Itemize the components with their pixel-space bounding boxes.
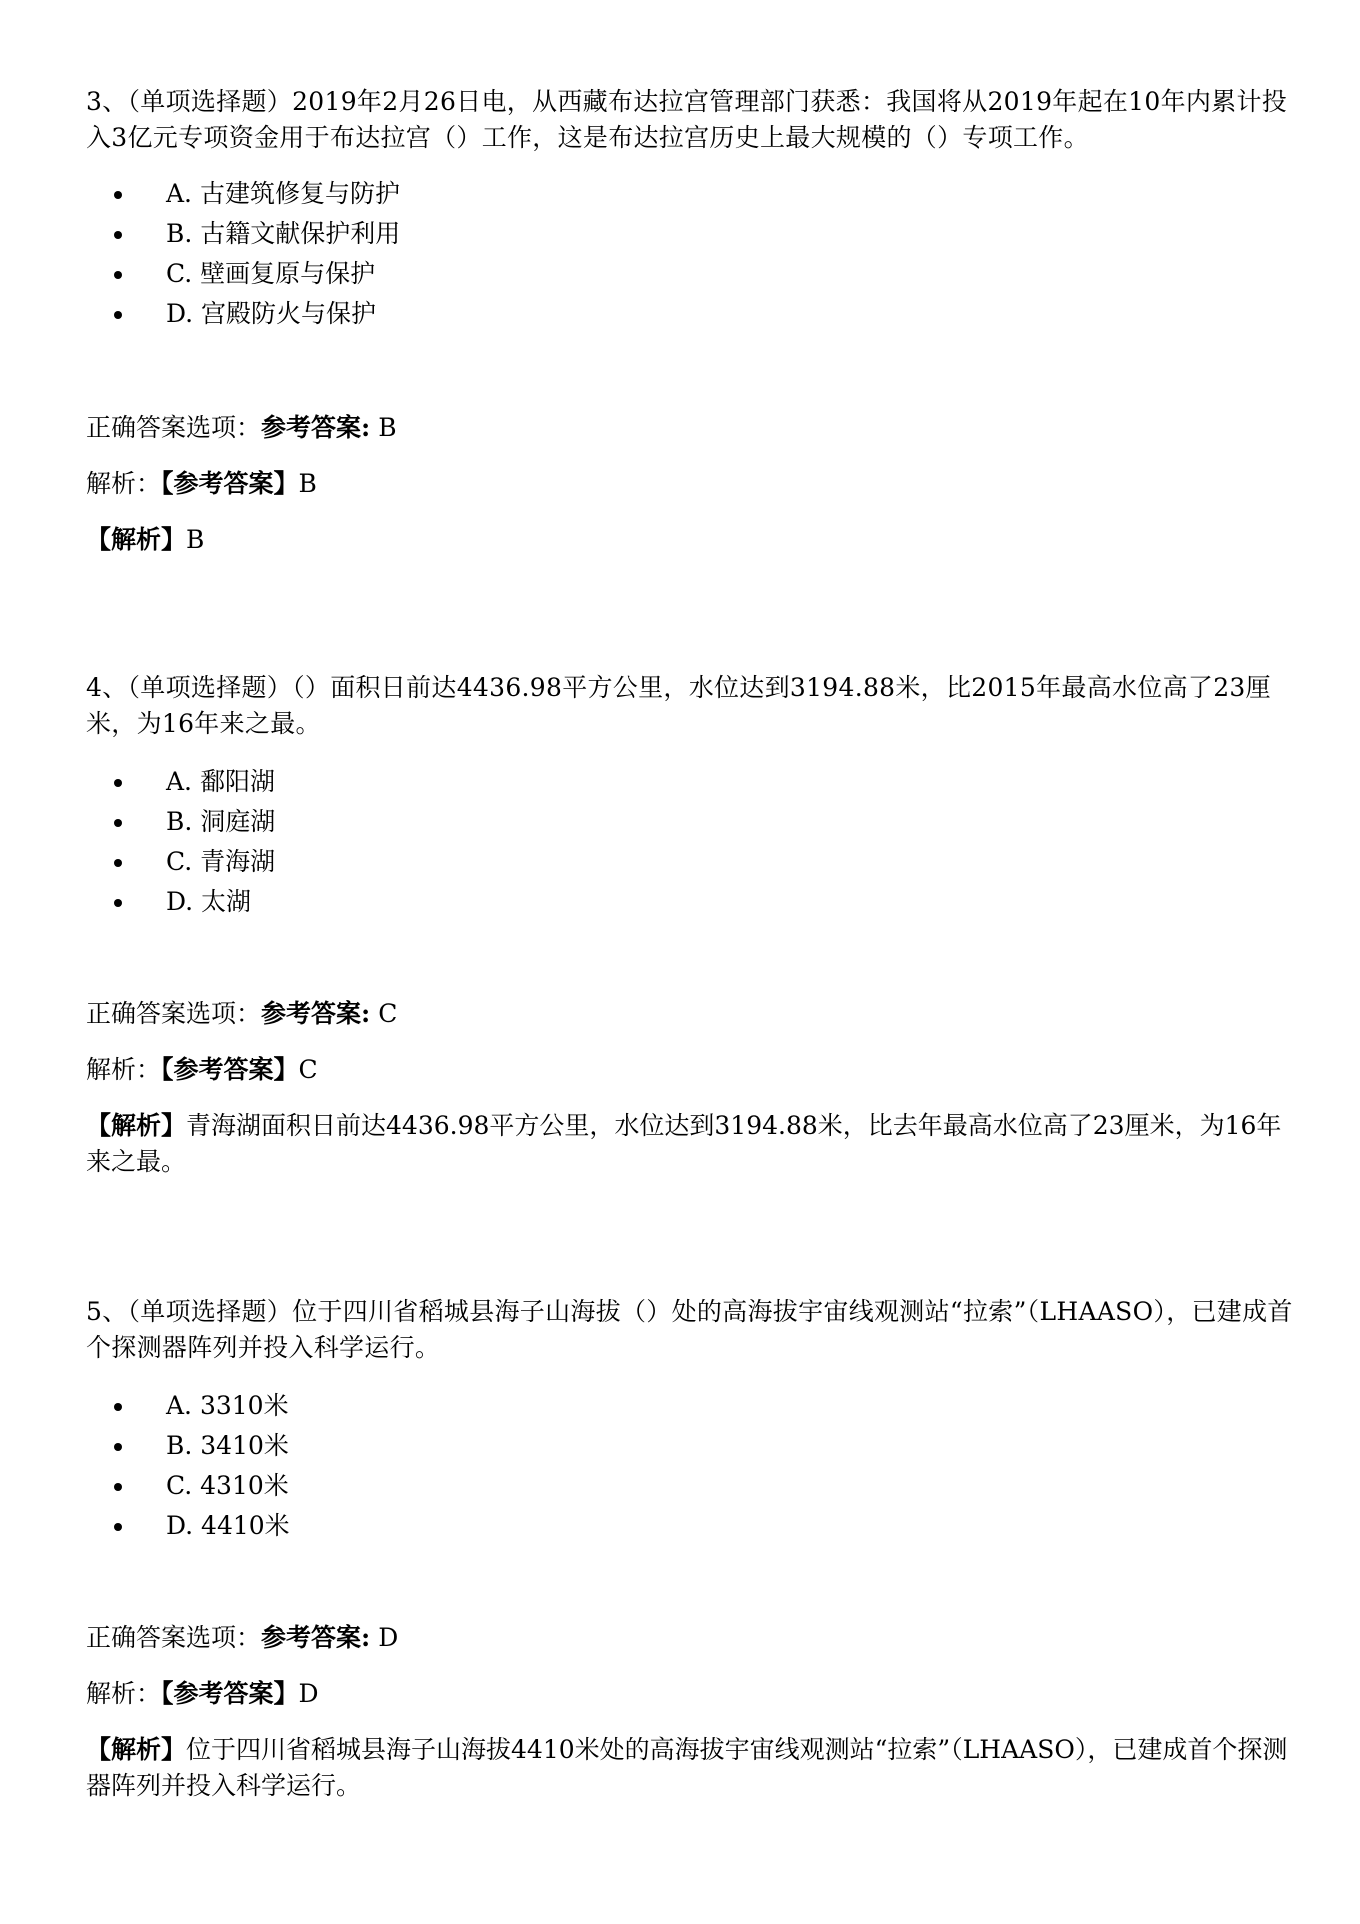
analysis-value: D (298, 1679, 319, 1708)
bullet-icon (114, 1443, 122, 1451)
analysis-prefix: 解析： (86, 1055, 162, 1084)
answer-value: D (370, 1623, 399, 1652)
bullet-icon (114, 859, 122, 867)
bullet-icon (114, 271, 122, 279)
explanation-label: 【解析】 (86, 1735, 187, 1764)
analysis-line (86, 1676, 1296, 1712)
answer-value: C (370, 999, 398, 1028)
bullet-icon (114, 779, 122, 787)
option-list (86, 762, 986, 922)
option-list (86, 1386, 986, 1546)
correct-answer-line (86, 410, 1296, 446)
option-a (86, 174, 986, 214)
bullet-icon (114, 1483, 122, 1491)
option-c (86, 1466, 986, 1506)
explanation-label: 【解析】 (86, 1111, 187, 1140)
option-b (86, 802, 986, 842)
bullet-icon (114, 191, 122, 199)
question-stem: 5、（单项选择题）位于四川省稻城县海子山海拔（）处的高海拔宇宙线观测站“拉索”（LHAASO），已建成首个探测器阵列并投入科学运行。 (86, 1297, 1293, 1362)
option-label: C. 壁画复原与保护 (166, 259, 376, 288)
explanation-line (86, 1108, 1296, 1180)
bullet-icon (114, 1403, 122, 1411)
analysis-line (86, 1052, 1296, 1088)
answer-prefix: 正确答案选项： (86, 413, 262, 442)
option-label: D. 太湖 (166, 887, 252, 916)
option-b (86, 1426, 986, 1466)
answer-label: 参考答案: (261, 999, 371, 1028)
explanation-label: 【解析】 (86, 525, 187, 554)
answer-label: 参考答案: (261, 413, 371, 442)
option-d (86, 1506, 986, 1546)
answer-prefix: 正确答案选项： (86, 999, 262, 1028)
option-c (86, 842, 986, 882)
analysis-label: 【参考答案】 (161, 1055, 299, 1084)
explanation-line (86, 522, 1296, 558)
analysis-prefix: 解析： (86, 469, 162, 498)
explanation-text: 青海湖面积日前达4436.98平方公里，水位达到3194.88米，比去年最高水位高了23厘米，为16年来之最。 (86, 1111, 1282, 1176)
question-stem: 4、（单项选择题）（）面积日前达4436.98平方公里，水位达到3194.88米，比2015年最高水位高了23厘米，为16年来之最。 (86, 673, 1271, 738)
answer-value: B (370, 413, 397, 442)
question-4 (86, 670, 1296, 1176)
bullet-icon (114, 1523, 122, 1531)
bullet-icon (114, 231, 122, 239)
option-d (86, 294, 986, 334)
option-label: A. 古建筑修复与防护 (166, 179, 400, 208)
bullet-icon (114, 819, 122, 827)
correct-answer-line (86, 996, 1296, 1032)
option-b (86, 214, 986, 254)
option-label: A. 3310米 (166, 1391, 289, 1420)
explanation-text: B (186, 525, 205, 554)
option-label: B. 古籍文献保护利用 (166, 219, 401, 248)
option-label: A. 鄱阳湖 (166, 767, 275, 796)
question-3 (86, 84, 1296, 554)
option-label: C. 青海湖 (166, 847, 276, 876)
answer-label: 参考答案: (261, 1623, 371, 1652)
option-d (86, 882, 986, 922)
analysis-value: C (298, 1055, 318, 1084)
bullet-icon (114, 311, 122, 319)
option-list (86, 174, 986, 334)
answer-prefix: 正确答案选项： (86, 1623, 262, 1652)
explanation-line (86, 1732, 1296, 1804)
option-a (86, 762, 986, 802)
analysis-line (86, 466, 1296, 502)
correct-answer-line (86, 1620, 1296, 1656)
option-label: B. 洞庭湖 (166, 807, 276, 836)
option-label: B. 3410米 (166, 1431, 289, 1460)
question-5 (86, 1294, 1296, 1800)
analysis-label: 【参考答案】 (161, 469, 299, 498)
option-label: D. 宫殿防火与保护 (166, 299, 377, 328)
analysis-label: 【参考答案】 (161, 1679, 299, 1708)
analysis-value: B (298, 469, 317, 498)
question-stem: 3、（单项选择题）2019年2月26日电，从西藏布达拉宫管理部门获悉：我国将从2019年起在10年内累计投入3亿元专项资金用于布达拉宫（）工作，这是布达拉宫历史上最大规模的（）专项工作。 (86, 87, 1288, 152)
option-a (86, 1386, 986, 1426)
option-label: D. 4410米 (166, 1511, 290, 1540)
analysis-prefix: 解析： (86, 1679, 162, 1708)
bullet-icon (114, 899, 122, 907)
option-c (86, 254, 986, 294)
explanation-text: 位于四川省稻城县海子山海拔4410米处的高海拔宇宙线观测站“拉索”（LHAASO），已建成首个探测器阵列并投入科学运行。 (86, 1735, 1288, 1800)
option-label: C. 4310米 (166, 1471, 289, 1500)
